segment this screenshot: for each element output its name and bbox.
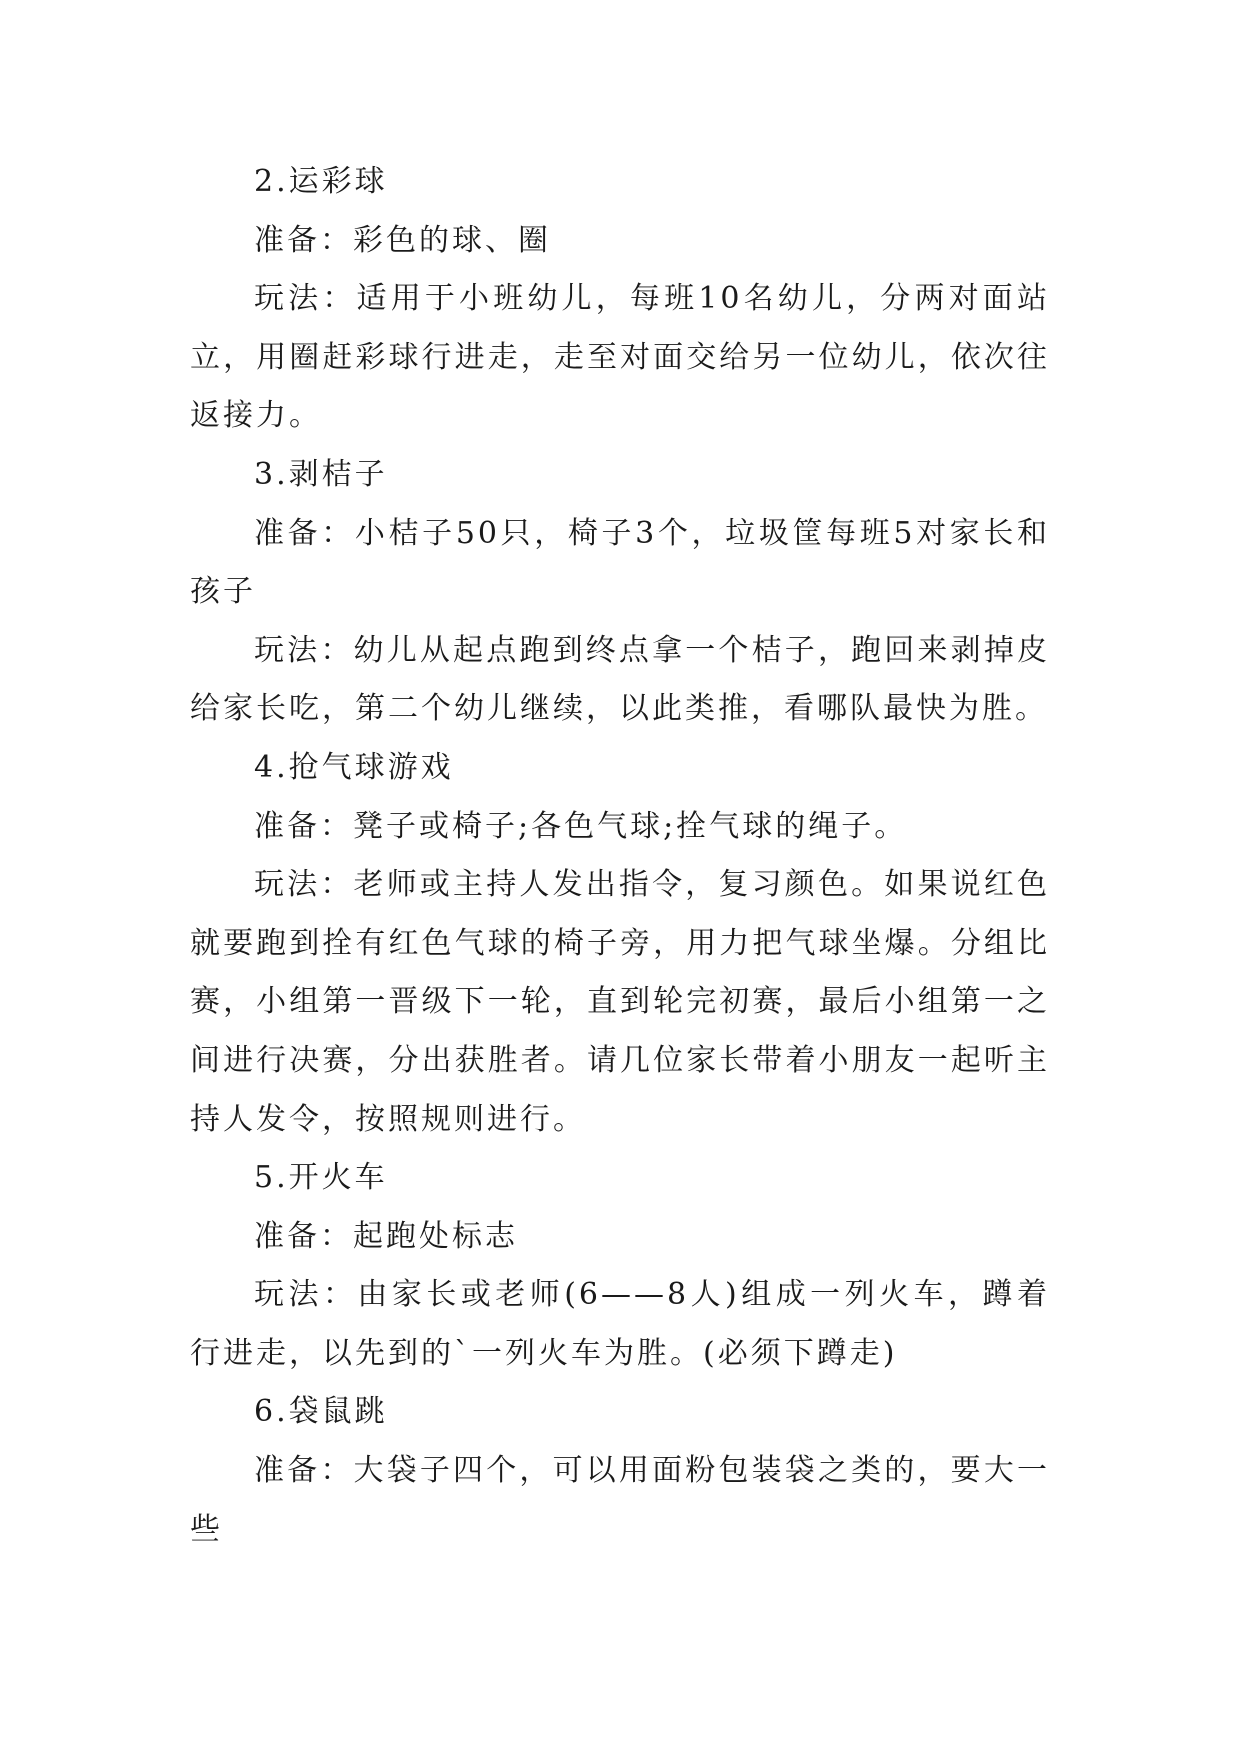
rules-2: 玩法：适用于小班幼儿，每班10名幼儿，分两对面站立，用圈赶彩球行进走，走至对面交给另一位幼儿，依次往返接力。 — [190, 281, 1050, 434]
section-heading-3: 3.剥桔子 — [254, 456, 388, 492]
document-body — [190, 153, 1050, 1559]
rules-3: 玩法：幼儿从起点跑到终点拿一个桔子，跑回来剥掉皮给家长吃，第二个幼儿继续，以此类推，看哪队最快为胜。 — [190, 632, 1050, 727]
preparation-5: 准备：起跑处标志 — [254, 1218, 518, 1254]
section-heading-6: 6.袋鼠跳 — [254, 1394, 388, 1430]
preparation-2: 准备：彩色的球、圈 — [254, 222, 551, 258]
section-heading-2: 2.运彩球 — [254, 164, 388, 199]
rules-5: 玩法：由家长或老师(6——8人)组成一列火车，蹲着行进走，以先到的`一列火车为胜。(必须下蹲走) — [190, 1277, 1050, 1371]
preparation-6: 准备：大袋子四个，可以用面粉包装袋之类的，要大一些 — [190, 1453, 1050, 1547]
rules-4: 玩法：老师或主持人发出指令，复习颜色。如果说红色就要跑到拴有红色气球的椅子旁，用力把气球坐爆。分组比赛，小组第一晋级下一轮，直到轮完初赛，最后小组第一之间进行决赛，分出获胜者。请几位家长带着小朋友一起听主持人发令，按照规则进行。 — [190, 867, 1050, 1137]
preparation-3: 准备：小桔子50只，椅子3个，垃圾筐每班5对家长和孩子 — [190, 515, 1050, 610]
section-heading-5: 5.开火车 — [254, 1160, 388, 1196]
section-heading-4: 4.抢气球游戏 — [254, 749, 454, 785]
preparation-4: 准备：凳子或椅子;各色气球;拴气球的绳子。 — [254, 808, 908, 844]
